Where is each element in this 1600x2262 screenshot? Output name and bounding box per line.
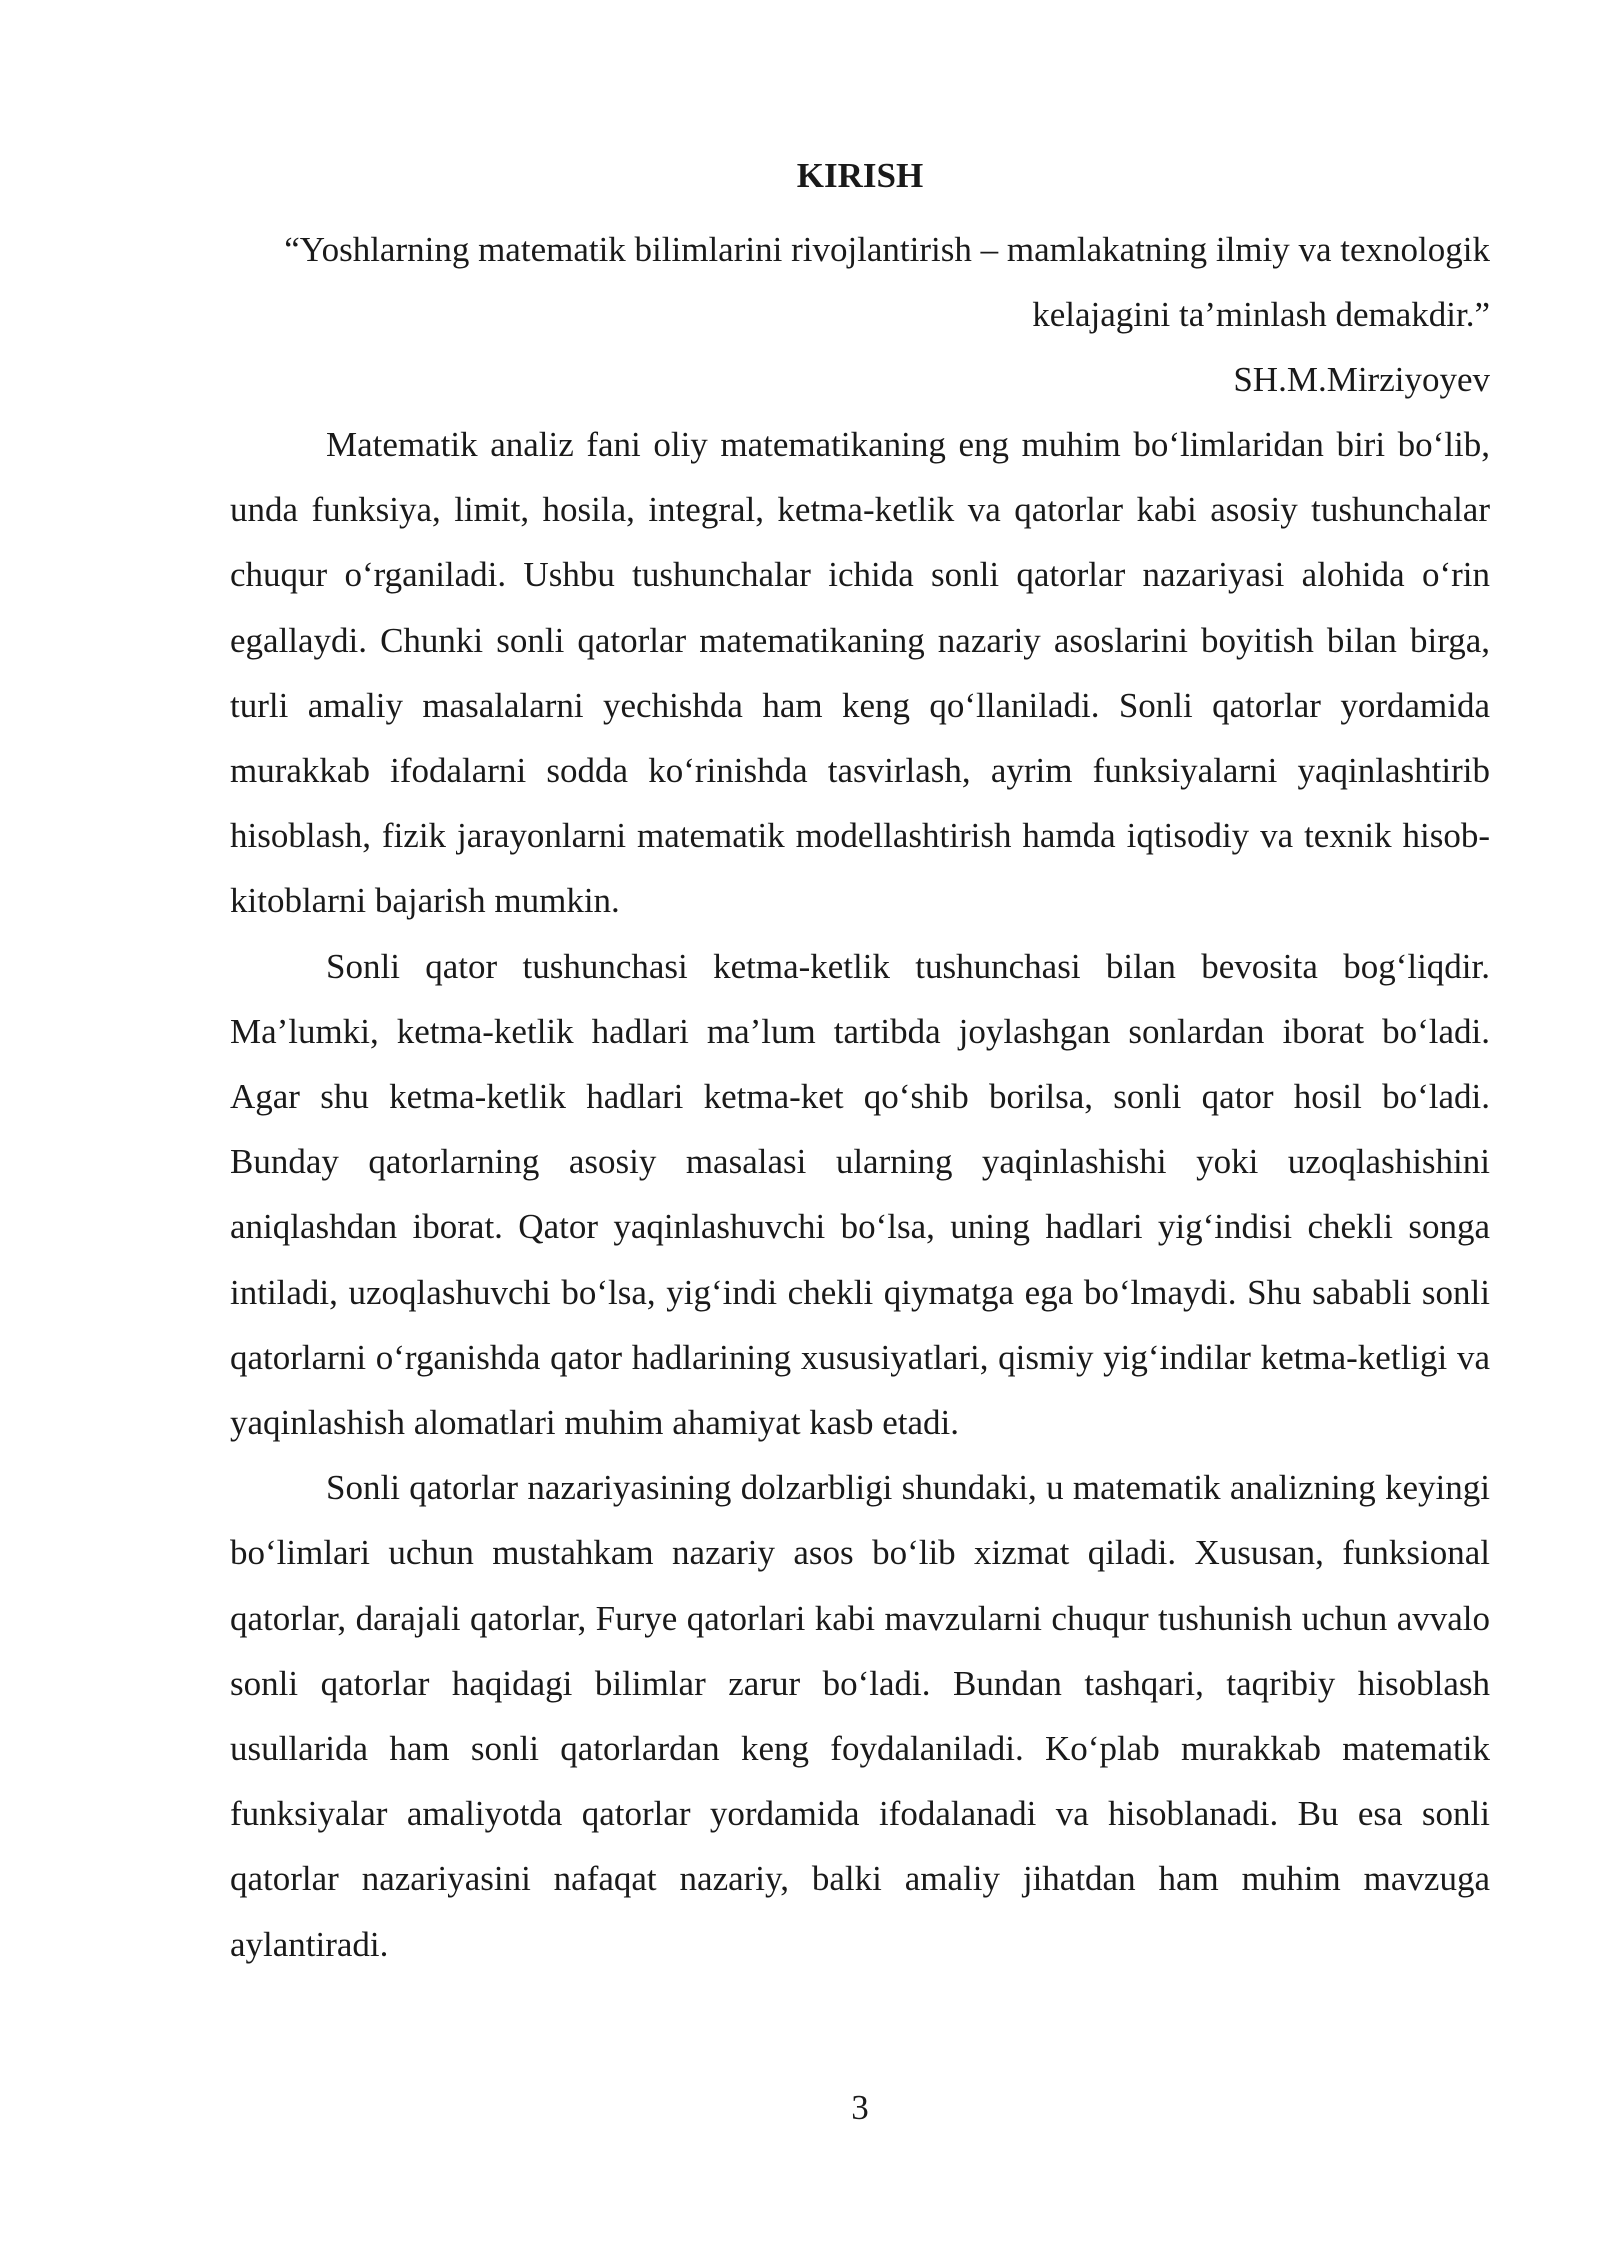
page-number: 3 bbox=[851, 2088, 869, 2127]
epigraph bbox=[230, 217, 1490, 412]
epigraph-author: SH.M.Mirziyoyev bbox=[1233, 360, 1490, 399]
document-page bbox=[230, 0, 1490, 2262]
paragraph: Sonli qatorlar nazariyasining dolzarbligi shundaki, u matematik analizning keyingi bo‘limlari uchun mustahkam nazariy asos bo‘lib xizmat qiladi. Xususan, funksional qatorlar, darajali qatorlar, Furye qatorlari kabi mavzularni chuqur tushunish uchun avvalo sonli qatorlar haqidagi bilimlar zarur bo‘ladi. Bundan tashqari, taqribiy hisoblash usullarida ham sonli qatorlardan keng foydalaniladi. Ko‘plab murakkab matematik funksiyalar amaliyotda qatorlar yordamida ifodalanadi va hisoblanadi. Bu esa sonli qatorlar nazariyasini nafaqat nazariy, balki amaliy jihatdan ham muhim mavzuga aylantiradi. bbox=[230, 1468, 1490, 1964]
paragraph: Sonli qator tushunchasi ketma-ketlik tushunchasi bilan bevosita bog‘liqdir. Ma’lumki, ketma-ketlik hadlari ma’lum tartibda joylashgan sonlardan iborat bo‘ladi. Agar shu ketma-ketlik hadlari ketma-ket qo‘shib borilsa, sonli qator hosil bo‘ladi. Bunday qatorlarning asosiy masalasi ularning yaqinlashishi yoki uzoqlashishini aniqlashdan iborat. Qator yaqinlashuvchi bo‘lsa, uning hadlari yig‘indisi chekli songa intiladi, uzoqlashuvchi bo‘lsa, yig‘indi chekli qiymatga ega bo‘lmaydi. Shu sababli sonli qatorlarni o‘rganishda qator hadlarining xususiyatlari, qismiy yig‘indilar ketma-ketligi va yaqinlashish alomatlari muhim ahamiyat kasb etadi. bbox=[230, 946, 1490, 1443]
epigraph-quote: “Yoshlarning matematik bilimlarini rivojlantirish – mamlakatning ilmiy va texnologik kelajagini ta’minlash demakdir.” bbox=[284, 230, 1490, 334]
paragraph: Matematik analiz fani oliy matematikaning eng muhim bo‘limlaridan biri bo‘lib, unda funksiya, limit, hosila, integral, ketma-ketlik va qatorlar kabi asosiy tushunchalar chuqur o‘rganiladi. Ushbu tushunchalar ichida sonli qatorlar nazariyasi alohida o‘rin egallaydi. Chunki sonli qatorlar matematikaning nazariy asoslarini boyitish bilan birga, turli amaliy masalalarni yechishda ham keng qo‘llaniladi. Sonli qatorlar yordamida murakkab ifodalarni sodda ko‘rinishda tasvirlash, ayrim funksiyalarni yaqinlashtirib hisoblash, fizik jarayonlarni matematik modellashtirish hamda iqtisodiy va texnik hisob-kitoblarni bajarish mumkin. bbox=[230, 425, 1490, 921]
body-text bbox=[230, 412, 1490, 1977]
page-title: KIRISH bbox=[796, 156, 924, 195]
